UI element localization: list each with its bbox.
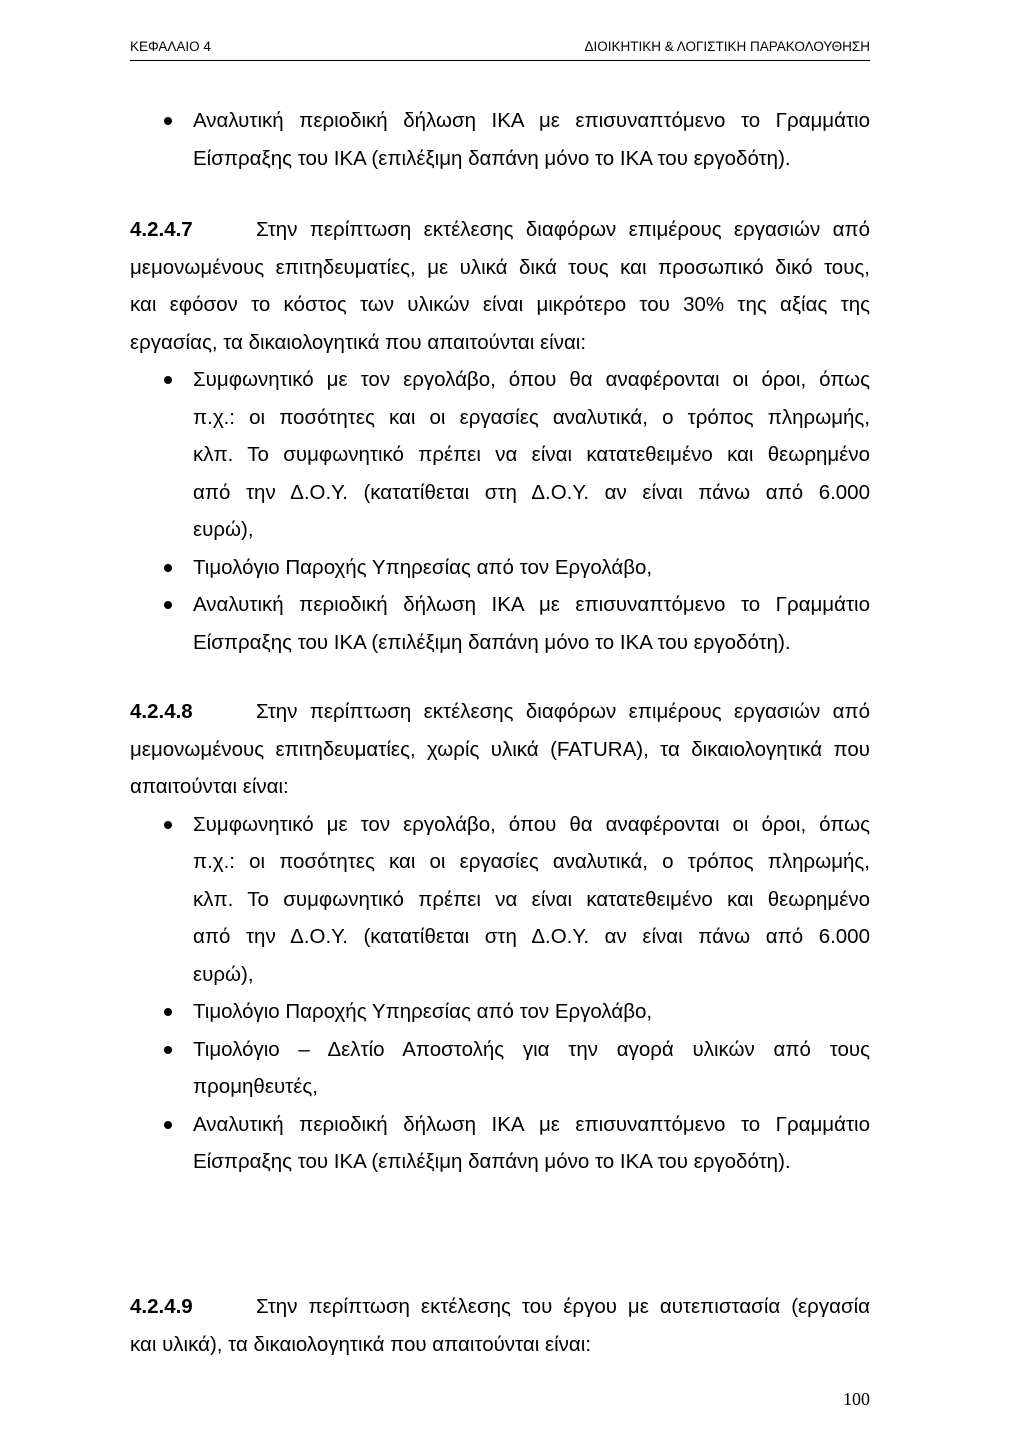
text-line: ευρώ), bbox=[193, 962, 254, 986]
bullet-icon bbox=[164, 821, 172, 829]
text-line: απαιτούνται είναι: bbox=[130, 775, 289, 798]
text-line: Τιμολόγιο Παροχής Υπηρεσίας από τον Εργολάβο, bbox=[193, 1000, 653, 1023]
section-paragraph bbox=[130, 693, 870, 806]
text-line: Αναλυτική περιοδική δήλωση ΙΚΑ με επισυναπτόμενο το Γραμμάτιο bbox=[193, 1112, 870, 1136]
bullet-icon bbox=[164, 564, 172, 572]
bullet-icon bbox=[164, 117, 172, 125]
bullet-icon bbox=[164, 1008, 172, 1016]
text-line: Αναλυτική περιοδική δήλωση ΙΚΑ με επισυναπτόμενο το Γραμμάτιο bbox=[193, 593, 870, 616]
running-header bbox=[130, 38, 870, 61]
text-line: Στην περίπτωση εκτέλεσης του έργου με αυτεπιστασία (εργασία bbox=[256, 1295, 870, 1318]
text-line: και εφόσον το κόστος των υλικών είναι μικρότερο του 30% της αξίας της bbox=[130, 293, 870, 316]
list-item bbox=[130, 102, 870, 177]
section-number: 4.2.4.9 bbox=[130, 1295, 193, 1318]
bullet-list bbox=[130, 361, 870, 661]
text-line: εργασίας, τα δικαιολογητικά που απαιτούνται είναι: bbox=[130, 330, 587, 354]
section-4-2-4-8 bbox=[130, 693, 870, 1181]
text-line: Τιμολόγιο – Δελτίο Αποστολής για την αγορά υλικών από τους bbox=[193, 1037, 870, 1061]
chapter-label: ΚΕΦΑΛΑΙΟ 4 bbox=[130, 39, 211, 54]
text-line: από την Δ.Ο.Υ. (κατατίθεται στη Δ.Ο.Υ. αν είναι πάνω από 6.000 bbox=[193, 925, 870, 948]
text-line: Συμφωνητικό με τον εργολάβο, όπου θα αναφέρονται οι όροι, όπως bbox=[193, 368, 870, 391]
bullet-icon bbox=[164, 1046, 172, 1054]
list-item bbox=[130, 806, 870, 994]
text-line: μεμονωμένους επιτηδευματίες, με υλικά δικά τους και προσωπικό δικό τους, bbox=[130, 255, 870, 279]
text-line: Τιμολόγιο Παροχής Υπηρεσίας από τον Εργολάβο, bbox=[193, 555, 653, 579]
text-line: Είσπραξης του ΙΚΑ (επιλέξιμη δαπάνη μόνο το ΙΚΑ του εργοδότη). bbox=[193, 1150, 791, 1173]
text-line: Στην περίπτωση εκτέλεσης διαφόρων επιμέρους εργασιών από bbox=[256, 700, 870, 723]
list-item bbox=[130, 549, 870, 587]
section-4-2-4-9 bbox=[130, 1288, 870, 1363]
text-line: ευρώ), bbox=[193, 518, 254, 541]
intro-bullet-block bbox=[130, 102, 870, 177]
section-paragraph bbox=[130, 1288, 870, 1363]
text-line: μεμονωμένους επιτηδευματίες, χωρίς υλικά (FATURA), τα δικαιολογητικά που bbox=[130, 737, 870, 761]
list-item bbox=[130, 1106, 870, 1181]
text-line: π.χ.: οι ποσότητες και οι εργασίες αναλυτικά, ο τρόπος πληρωμής, bbox=[193, 405, 870, 429]
text-line: Είσπραξης του ΙΚΑ (επιλέξιμη δαπάνη μόνο το ΙΚΑ του εργοδότη). bbox=[193, 630, 791, 654]
section-number: 4.2.4.8 bbox=[130, 700, 193, 723]
text-line: κλπ. Το συμφωνητικό πρέπει να είναι κατατεθειμένο και θεωρημένο bbox=[193, 887, 870, 911]
text-line: π.χ.: οι ποσότητες και οι εργασίες αναλυτικά, ο τρόπος πληρωμής, bbox=[193, 850, 870, 873]
chapter-title: ΔΙΟΙΚΗΤΙΚΗ & ΛΟΓΙΣΤΙΚΗ ΠΑΡΑΚΟΛΟΥΘΗΣΗ bbox=[584, 39, 870, 54]
bullet-list bbox=[130, 102, 870, 177]
bullet-list bbox=[130, 806, 870, 1181]
list-item bbox=[130, 1031, 870, 1106]
text-line: από την Δ.Ο.Υ. (κατατίθεται στη Δ.Ο.Υ. αν είναι πάνω από 6.000 bbox=[193, 480, 870, 504]
list-item bbox=[130, 993, 870, 1031]
section-paragraph bbox=[130, 211, 870, 361]
text-line: Συμφωνητικό με τον εργολάβο, όπου θα αναφέρονται οι όροι, όπως bbox=[193, 812, 870, 836]
bullet-icon bbox=[164, 601, 172, 609]
text-line: και υλικά), τα δικαιολογητικά που απαιτούνται είναι: bbox=[130, 1332, 592, 1356]
text-line: προμηθευτές, bbox=[193, 1075, 318, 1098]
bullet-icon bbox=[164, 376, 172, 384]
text-line: Είσπραξης του ΙΚΑ (επιλέξιμη δαπάνη μόνο το ΙΚΑ του εργοδότη). bbox=[193, 146, 791, 170]
text-line: Στην περίπτωση εκτέλεσης διαφόρων επιμέρους εργασιών από bbox=[256, 218, 870, 241]
page-number: 100 bbox=[843, 1389, 870, 1409]
list-item bbox=[130, 586, 870, 661]
text-line: Αναλυτική περιοδική δήλωση ΙΚΑ με επισυναπτόμενο το Γραμμάτιο bbox=[193, 109, 870, 132]
list-item bbox=[130, 361, 870, 549]
text-line: κλπ. Το συμφωνητικό πρέπει να είναι κατατεθειμένο και θεωρημένο bbox=[193, 443, 870, 466]
section-4-2-4-7 bbox=[130, 211, 870, 661]
bullet-icon bbox=[164, 1121, 172, 1129]
section-number: 4.2.4.7 bbox=[130, 218, 193, 241]
